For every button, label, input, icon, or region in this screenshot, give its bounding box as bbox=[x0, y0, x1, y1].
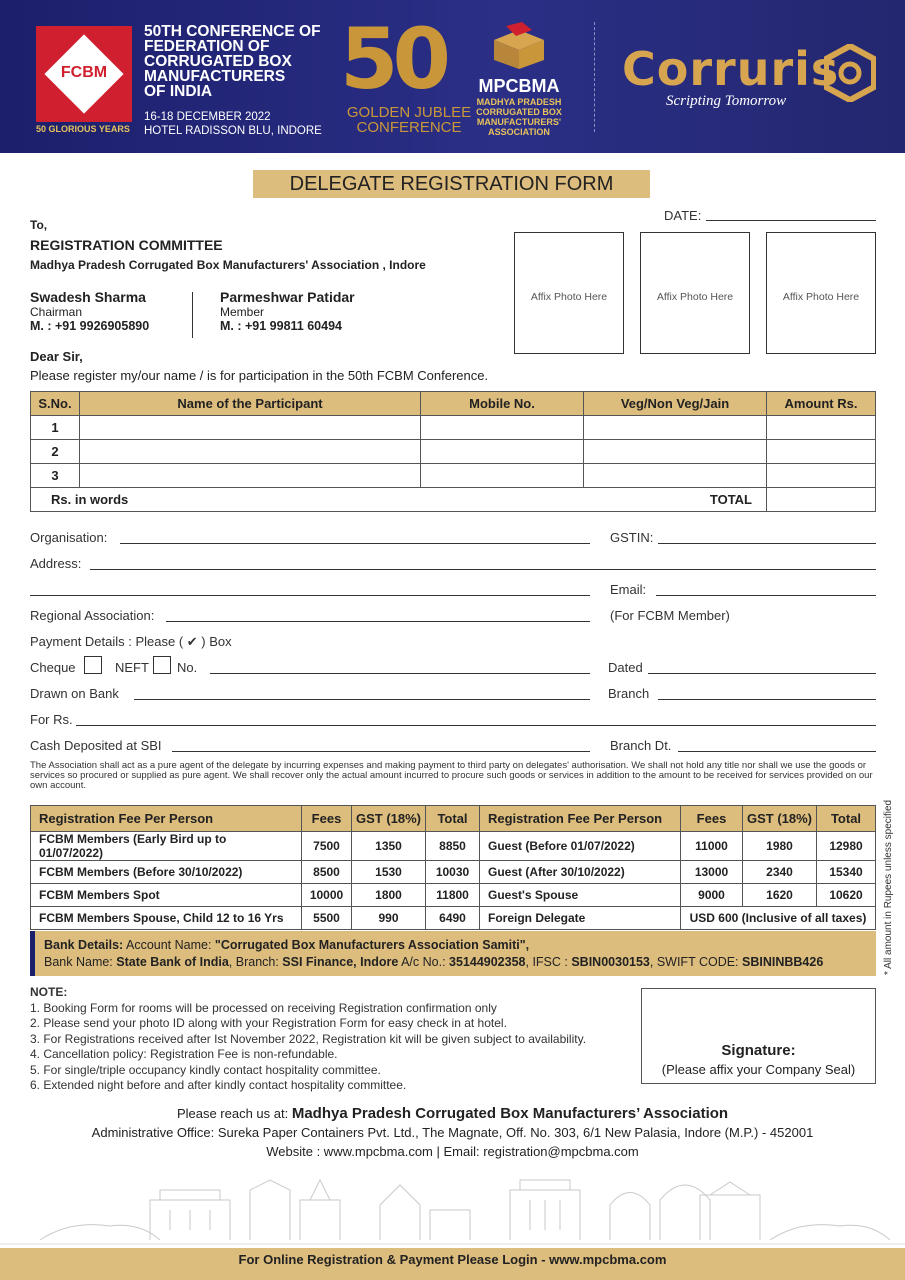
fee-col-header: GST (18%) bbox=[352, 806, 426, 832]
hexagon-icon bbox=[824, 44, 876, 102]
sponsor-logo: Corruris bbox=[622, 42, 840, 96]
branch-dt-label: Branch Dt. bbox=[610, 738, 672, 753]
fee-col-header: Total bbox=[426, 806, 480, 832]
committee-title: REGISTRATION COMMITTEE bbox=[30, 237, 223, 253]
fcbm-logo-text: FCBM bbox=[60, 64, 108, 81]
meal-cell[interactable] bbox=[584, 440, 767, 464]
conference-title: 50TH CONFERENCE OF FEDERATION OF CORRUGATED BOX MANUFACTURERS OF INDIA bbox=[144, 23, 321, 100]
table-row: 3 bbox=[31, 464, 876, 488]
total-cell[interactable] bbox=[767, 488, 876, 512]
contact-divider bbox=[192, 292, 193, 338]
disclaimer-text: The Association shall act as a pure agent of the delegate by incurring expenses and making payment to third party on delegates' authorisation. We shall not hold any title nor shall we use the goods or services so procured or supplied as pure agent. We shall recover only the actual amount incurred to procure such goods or services in addition to the amount to be received for services provided on our own account. bbox=[30, 760, 873, 791]
organisation-label: Organisation: bbox=[30, 530, 108, 545]
regional-field[interactable] bbox=[166, 621, 590, 622]
branch-dt-field[interactable] bbox=[678, 751, 876, 752]
neft-label: NEFT bbox=[115, 660, 149, 675]
fee-table bbox=[30, 805, 876, 930]
rupees-side-note bbox=[880, 800, 894, 975]
date-field[interactable] bbox=[706, 220, 876, 221]
fee-row: FCBM Members Spot 10000 1800 11800 Guest's Spouse 9000 1620 10620 bbox=[31, 884, 876, 907]
heritage-illustration bbox=[0, 1160, 905, 1248]
address-field[interactable] bbox=[90, 569, 876, 570]
header-divider bbox=[594, 22, 595, 132]
cheque-label: Cheque bbox=[30, 660, 76, 675]
table-row: 2 bbox=[31, 440, 876, 464]
fee-row: FCBM Members (Before 30/10/2022) 8500 1530 10030 Guest (After 30/10/2022) 13000 2340 15340 bbox=[31, 861, 876, 884]
email-label: Email: bbox=[610, 582, 647, 597]
note-item: 6. Extended night before and after kindly contact hospitality committee. bbox=[30, 1078, 407, 1092]
contact-2: Parmeshwar Patidar Member M. : +91 99811 60494 bbox=[220, 289, 355, 333]
amount-cell[interactable] bbox=[767, 440, 876, 464]
conference-dates: 16-18 DECEMBER 2022 HOTEL RADISSON BLU, INDORE bbox=[144, 111, 322, 137]
mpcbma-name: MPCBMA bbox=[478, 76, 560, 96]
words-label: Rs. in words bbox=[51, 492, 129, 507]
amount-cell[interactable] bbox=[767, 416, 876, 440]
table-row: 1 bbox=[31, 416, 876, 440]
request-text: Please register my/our name / is for participation in the 50th FCBM Conference. bbox=[30, 368, 489, 383]
note-item: 3. For Registrations received after Ist November 2022, Registration kit will be given subject to availability. bbox=[30, 1031, 587, 1046]
address-field-2[interactable] bbox=[30, 595, 590, 596]
form-title: DELEGATE REGISTRATION FORM bbox=[253, 170, 650, 198]
cheque-no-field[interactable] bbox=[210, 673, 590, 674]
for-rs-label: For Rs. bbox=[30, 712, 73, 727]
fee-col-header: Total bbox=[817, 806, 876, 832]
no-label: No. bbox=[177, 660, 198, 675]
golden-jubilee-number: 50 bbox=[340, 10, 445, 108]
col-header: Veg/Non Veg/Jain bbox=[584, 392, 767, 416]
fee-row: FCBM Members (Early Bird up to 01/07/2022) 7500 1350 8850 Guest (Before 01/07/2022) 11000 1980 12980 bbox=[31, 832, 876, 861]
email-field[interactable] bbox=[656, 595, 876, 596]
total-row bbox=[31, 488, 876, 512]
address-label: Address: bbox=[30, 556, 82, 571]
to-label: To, bbox=[30, 218, 48, 232]
cash-field[interactable] bbox=[172, 751, 590, 752]
regional-label: Regional Association: bbox=[30, 608, 155, 623]
cash-label: Cash Deposited at SBI bbox=[30, 738, 162, 753]
dated-field[interactable] bbox=[648, 673, 876, 674]
branch-field[interactable] bbox=[658, 699, 876, 700]
bank-details: Bank Details: Account Name: "Corrugated Box Manufacturers Association Samiti", Bank Name: State Bank of India, Branch: SSI Finance, Indore A/c No.: 35144902358, IFSC : SBIN0030153, SWIFT CODE: SBININBB426 bbox=[30, 931, 876, 976]
footer-contact: Please reach us at: Madhya Pradesh Corrugated Box Manufacturers’ Association Administrative Office: Sureka Paper Containers Pvt. Ltd., The Magnate, Off. No. 303, 6/1 New Palasia, Indore (M.P.) - 452001 Website : www.mpcbma.com | Email: registration@mpcbma.com bbox=[91, 1105, 814, 1159]
col-header: Name of the Participant bbox=[80, 392, 421, 416]
name-cell[interactable] bbox=[80, 440, 421, 464]
fee-col-header: Fees bbox=[302, 806, 352, 832]
photo-box-1[interactable]: Affix Photo Here bbox=[514, 232, 624, 354]
mobile-cell[interactable] bbox=[421, 440, 584, 464]
header-banner bbox=[0, 0, 905, 153]
col-header: S.No. bbox=[31, 392, 80, 416]
note-item: 1. Booking Form for rooms will be processed on receiving Registration confirmation only bbox=[30, 1000, 497, 1015]
box-icon bbox=[486, 22, 552, 70]
date-label: DATE: bbox=[664, 208, 702, 223]
neft-checkbox[interactable] bbox=[153, 656, 171, 674]
signature-box[interactable]: Signature: (Please affix your Company Seal) bbox=[641, 988, 876, 1084]
photo-box-3[interactable]: Affix Photo Here bbox=[766, 232, 876, 354]
note-item: 4. Cancellation policy: Registration Fee is non-refundable. bbox=[30, 1047, 338, 1061]
logo-subtitle: 50 GLORIOUS YEARS bbox=[36, 124, 130, 134]
total-label: TOTAL bbox=[709, 492, 752, 507]
drawn-field[interactable] bbox=[134, 699, 590, 700]
fee-col-header: Registration Fee Per Person bbox=[480, 806, 681, 832]
association-line: Madhya Pradesh Corrugated Box Manufacturers' Association , Indore bbox=[30, 258, 426, 272]
sponsor-tagline: Scripting Tomorrow bbox=[666, 93, 787, 109]
gstin-field[interactable] bbox=[658, 543, 876, 544]
fee-row: FCBM Members Spouse, Child 12 to 16 Yrs 5500 990 6490 Foreign Delegate USD 600 (Inclusive of all taxes) bbox=[31, 907, 876, 930]
golden-jubilee-text: GOLDEN JUBLEE CONFERENCE bbox=[346, 104, 472, 136]
gstin-label: GSTIN: bbox=[610, 530, 654, 545]
payment-label: Payment Details : Please ( ✔ ) Box bbox=[30, 634, 232, 649]
online-registration-bar[interactable]: For Online Registration & Payment Please Login - www.mpcbma.com bbox=[0, 1248, 905, 1280]
salutation: Dear Sir, bbox=[30, 349, 83, 364]
fee-col-header: Fees bbox=[681, 806, 743, 832]
note-item: 2. Please send your photo ID along with your Registration Form for easy check in at hotel. bbox=[30, 1016, 507, 1030]
notes-section: NOTE: 1. Booking Form for rooms will be processed on receiving Registration confirmation only 2. Please send your photo ID along with your Registration Form for easy check in at hotel. 3. For Registrations received after Ist November 2022, Registration kit will be given subject to availability. 4. Cancellation policy: Registration Fee is non-refundable. 5. For single/triple occupancy kindly contact hospitality committee. 6. Extended night before and after kindly contact hospitality committee. bbox=[30, 985, 587, 1092]
contact-1: Swadesh Sharma Chairman M. : +91 9926905890 bbox=[30, 289, 150, 333]
col-header: Amount Rs. bbox=[767, 392, 876, 416]
name-cell[interactable] bbox=[80, 416, 421, 440]
svg-text:* All amount in Rupees unless: * All amount in Rupees unless specified bbox=[883, 800, 894, 975]
dated-label: Dated bbox=[608, 660, 643, 675]
cheque-checkbox[interactable] bbox=[84, 656, 102, 674]
amount-cell[interactable] bbox=[767, 464, 876, 488]
meal-cell[interactable] bbox=[584, 416, 767, 440]
organisation-field[interactable] bbox=[120, 543, 590, 544]
name-cell[interactable] bbox=[80, 464, 421, 488]
mpcbma-full: MADHYA PRADESH CORRUGATED BOX MANUFACTURERS' ASSOCIATION bbox=[476, 97, 562, 137]
branch-label: Branch bbox=[608, 686, 650, 701]
photo-box-2[interactable]: Affix Photo Here bbox=[640, 232, 750, 354]
fcbm-member-note: (For FCBM Member) bbox=[610, 608, 730, 623]
fcbm-logo bbox=[36, 26, 132, 122]
mobile-cell[interactable] bbox=[421, 416, 584, 440]
meal-cell[interactable] bbox=[584, 464, 767, 488]
fee-col-header: GST (18%) bbox=[743, 806, 817, 832]
for-rs-field[interactable] bbox=[76, 725, 876, 726]
drawn-label: Drawn on Bank bbox=[30, 686, 119, 701]
participant-table bbox=[30, 391, 876, 512]
col-header: Mobile No. bbox=[421, 392, 584, 416]
note-item: 5. For single/triple occupancy kindly contact hospitality committee. bbox=[30, 1062, 381, 1077]
fee-col-header: Registration Fee Per Person bbox=[31, 806, 302, 832]
mobile-cell[interactable] bbox=[421, 464, 584, 488]
